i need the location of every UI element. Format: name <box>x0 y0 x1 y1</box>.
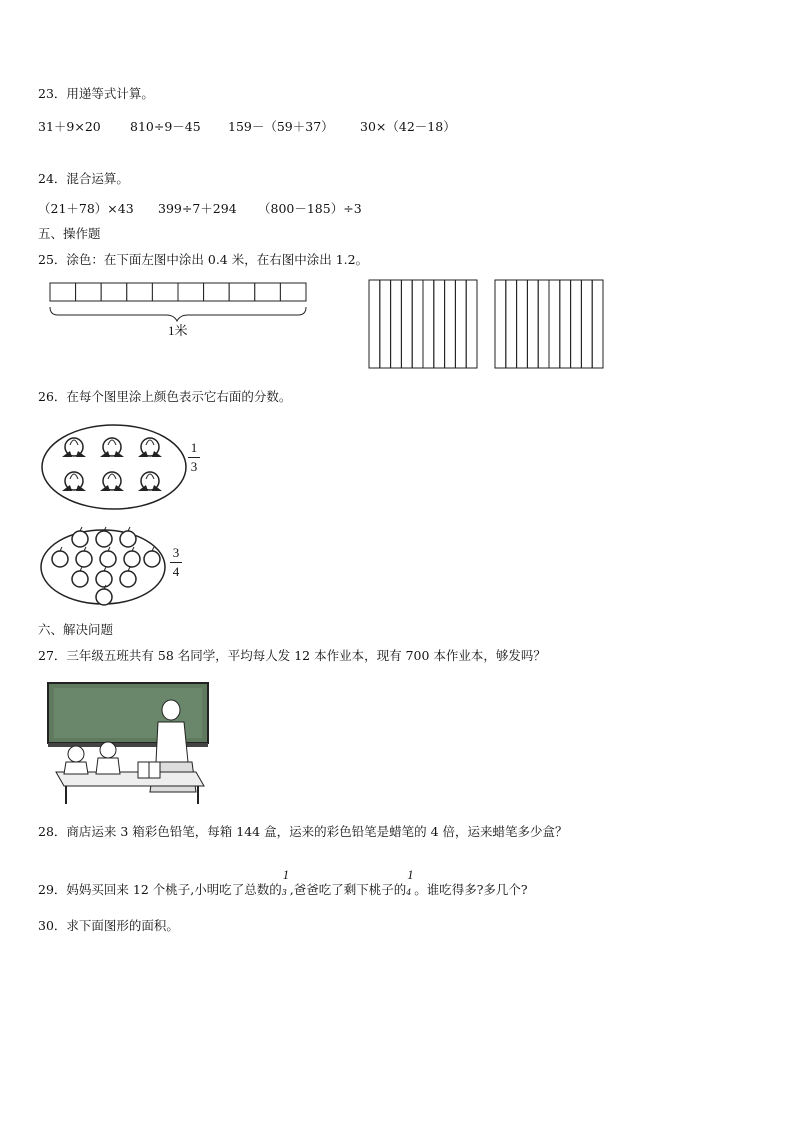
question-23-title: 23．用递等式计算。 <box>38 86 154 101</box>
grid-strip[interactable] <box>369 280 380 368</box>
strip-cell[interactable] <box>50 283 76 301</box>
q23-expr-1: 31＋9×20 <box>38 119 101 134</box>
grid-strip[interactable] <box>560 280 571 368</box>
apple-icon[interactable] <box>120 527 136 547</box>
apple-icon[interactable] <box>96 567 112 587</box>
question-25-title: 25．涂色：在下面左图中涂出 0.4 米，在右图中涂出 1.2。 <box>38 252 369 267</box>
apple-oval-figure <box>40 529 172 607</box>
grid-strip[interactable] <box>445 280 456 368</box>
grid-strip[interactable] <box>527 280 538 368</box>
strip-cell[interactable] <box>178 283 204 301</box>
q23-expr-2: 810÷9－45 <box>130 119 201 134</box>
fraction-numerator: 3 <box>172 545 180 560</box>
peach-icon[interactable] <box>100 472 124 491</box>
strip-cell[interactable] <box>255 283 281 301</box>
apple-icon[interactable] <box>76 547 92 567</box>
grid-strip[interactable] <box>380 280 391 368</box>
fraction-one-third <box>188 440 200 475</box>
strip-cell[interactable] <box>204 283 230 301</box>
fraction-denominator: 4 <box>406 888 412 897</box>
grid-strip[interactable] <box>506 280 517 368</box>
peach-icon[interactable] <box>138 438 162 457</box>
apple-icon[interactable] <box>72 527 88 547</box>
grid-strip[interactable] <box>538 280 549 368</box>
grid-strip[interactable] <box>401 280 412 368</box>
grid-square-1 <box>368 279 480 369</box>
grid-strip[interactable] <box>549 280 560 368</box>
question-28-title: 28．商店运来 3 箱彩色铅笔，每箱 144 盒，运来的彩色铅笔是蜡笔的 4 倍，运来蜡笔多少盒？ <box>38 824 568 839</box>
grid-strip[interactable] <box>434 280 445 368</box>
fraction-three-quarters <box>170 545 182 580</box>
section-6-heading: 六、解决问题 <box>38 622 114 637</box>
apple-icon[interactable] <box>120 567 136 587</box>
strip-cell[interactable] <box>152 283 178 301</box>
classroom-illustration <box>46 682 210 806</box>
strip-cell[interactable] <box>229 283 255 301</box>
q29-text-part-2: ,爸爸吃了剩下桃子的 <box>289 882 407 897</box>
fraction-numerator: 1 <box>190 440 198 455</box>
peach-icon[interactable] <box>62 438 86 457</box>
strip-cell[interactable] <box>76 283 102 301</box>
grid-strip[interactable] <box>455 280 466 368</box>
q24-expr-1: （21＋78）×43 <box>38 201 134 216</box>
question-27-title: 27．三年级五班共有 58 名同学，平均每人发 12 本作业本，现有 700 本作业本，够发吗？ <box>38 648 546 663</box>
q24-expr-2: 399÷7＋294 <box>158 201 237 216</box>
peach-icon[interactable] <box>138 472 162 491</box>
question-30-title: 30．求下面图形的面积。 <box>38 918 179 933</box>
fraction-denominator: 3 <box>190 459 198 474</box>
question-24-title: 24．混合运算。 <box>38 171 129 186</box>
peach-oval-figure <box>40 423 190 513</box>
fraction-numerator: 1 <box>282 868 289 882</box>
apple-icon[interactable] <box>100 547 116 567</box>
section-5-heading: 五、操作题 <box>38 226 101 241</box>
peach-icon[interactable] <box>62 472 86 491</box>
grid-strip[interactable] <box>571 280 582 368</box>
grid-strip[interactable] <box>412 280 423 368</box>
strip-cell[interactable] <box>101 283 127 301</box>
question-26-title: 26．在每个图里涂上颜色表示它右面的分数。 <box>38 389 292 404</box>
question-29-title <box>38 868 528 898</box>
apple-icon[interactable] <box>124 547 140 567</box>
grid-strip[interactable] <box>495 280 506 368</box>
grid-strip[interactable] <box>466 280 477 368</box>
grid-strip[interactable] <box>592 280 603 368</box>
fraction-denominator: 4 <box>172 564 180 579</box>
strip-cell[interactable] <box>127 283 153 301</box>
grid-strip[interactable] <box>517 280 528 368</box>
grid-strip[interactable] <box>423 280 434 368</box>
q29-text-part-3: 。谁吃得多?多几个? <box>414 882 528 897</box>
fraction-numerator: 1 <box>407 868 414 882</box>
strip-cell[interactable] <box>280 283 306 301</box>
q23-expr-3: 159－（59＋37） <box>228 119 334 134</box>
q29-text-part-1: 29．妈妈买回来 12 个桃子,小明吃了总数的 <box>38 882 282 897</box>
grid-strip[interactable] <box>391 280 402 368</box>
fraction-denominator: 3 <box>281 888 287 897</box>
ruler-length-label: 1米 <box>168 323 188 338</box>
apple-icon[interactable] <box>52 547 68 567</box>
grid-square-2 <box>494 279 606 369</box>
grid-strip[interactable] <box>581 280 592 368</box>
q23-expr-4: 30×（42－18） <box>360 119 456 134</box>
apple-icon[interactable] <box>96 585 112 605</box>
peach-icon[interactable] <box>100 438 124 457</box>
apple-icon[interactable] <box>72 567 88 587</box>
q24-expr-3: （800－185）÷3 <box>258 201 362 216</box>
